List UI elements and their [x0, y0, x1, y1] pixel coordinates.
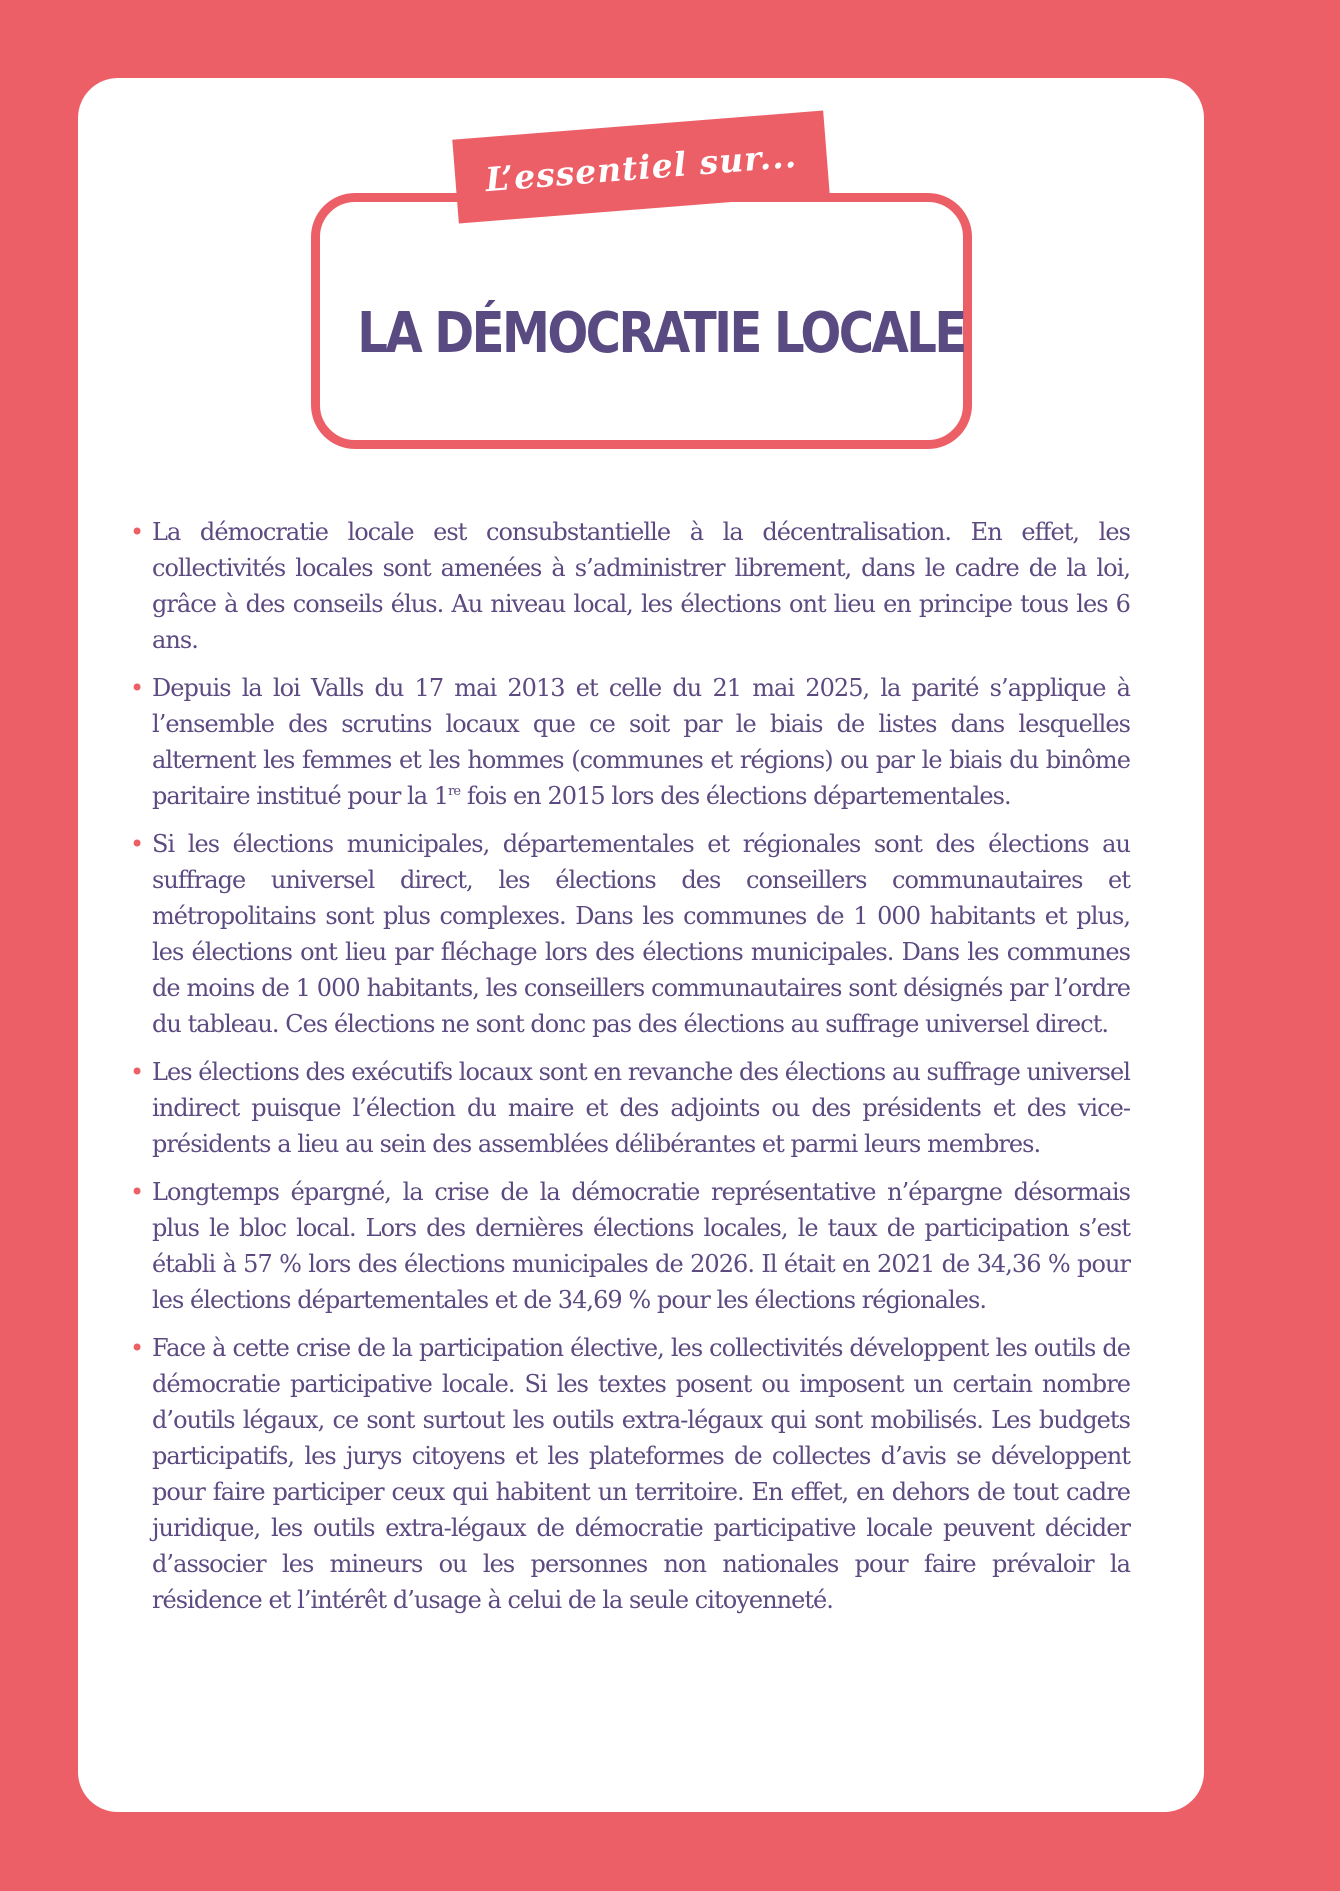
list-item	[130, 1054, 1130, 1162]
bullet-icon: •	[130, 1058, 144, 1086]
bullet-icon: •	[130, 1334, 144, 1362]
paragraph-text: Les élections des exécutifs locaux sont en revanche des élections au suffrage universel indirect puisque l’élection du maire et des adjoints ou des présidents et des vice-présidents a lieu au sein des assemblées délibérantes et parmi leurs membres.	[152, 1058, 1130, 1158]
list-item	[130, 514, 1130, 658]
bullet-icon: •	[130, 1178, 144, 1206]
paragraph-text: Face à cette crise de la participation élective, les collectivités développent les outils de démocratie participative locale. Si les textes posent ou imposent un certain nombre d’outils légaux, ce sont surtout les outils extra-légaux qui sont mobilisés. Les budgets participatifs, les jurys citoyens et les plateformes de collectes d’avis se développent pour faire participer ceux qui habitent un territoire. En effet, en dehors de tout cadre juridique, les outils extra-légaux de démocratie participative locale peuvent décider d’associer les mineurs ou les personnes non nationales pour faire prévaloir la résidence et l’intérêt d’usage à celui de la seule citoyenneté.	[152, 1334, 1130, 1614]
ribbon-text: L’essentiel sur...	[483, 135, 799, 199]
bullet-icon: •	[130, 674, 144, 702]
paragraph-text	[152, 674, 1130, 810]
list-item	[130, 1330, 1130, 1618]
page-title: LA DÉMOCRATIE LOCALE	[357, 301, 965, 366]
paragraph-text-part: Depuis la loi Valls du 17 mai 2013 et celle du 21 mai 2025, la parité s’applique à l’ensemble des scrutins locaux que ce soit par le biais de listes dans lesquelles alternent les femmes et les hommes (communes et régions) ou par le biais du binôme paritaire institué pour la 1	[152, 674, 1130, 810]
paragraph-text-part: fois en 2015 lors des élections départementales.	[460, 782, 1011, 810]
bullet-icon: •	[130, 830, 144, 858]
list-item	[130, 670, 1130, 814]
list-item	[130, 826, 1130, 1042]
paragraph-text: Longtemps épargné, la crise de la démocratie représentative n’épargne désormais plus le bloc local. Lors des dernières élections locales, le taux de participation s’est établi à 57 % lors des élections municipales de 2026. Il était en 2021 de 34,36 % pour les élections départementales et de 34,69 % pour les élections régionales.	[152, 1178, 1130, 1314]
bullet-list	[130, 514, 1130, 1630]
ordinal-superscript: re	[448, 784, 461, 799]
bullet-icon: •	[130, 518, 144, 546]
list-item	[130, 1174, 1130, 1318]
paragraph-text: La démocratie locale est consubstantielle à la décentralisation. En effet, les collectivités locales sont amenées à s’administrer librement, dans le cadre de la loi, grâce à des conseils élus. Au niveau local, les élections ont lieu en principe tous les 6 ans.	[152, 518, 1130, 654]
content-card	[78, 78, 1204, 1812]
paragraph-text: Si les élections municipales, départementales et régionales sont des élections au suffrage universel direct, les élections des conseillers communautaires et métropolitains sont plus complexes. Dans les communes de 1 000 habitants et plus, les élections ont lieu par fléchage lors des élections municipales. Dans les communes de moins de 1 000 habitants, les conseillers communautaires sont désignés par l’ordre du tableau. Ces élections ne sont donc pas des élections au suffrage universel direct.	[152, 830, 1130, 1038]
